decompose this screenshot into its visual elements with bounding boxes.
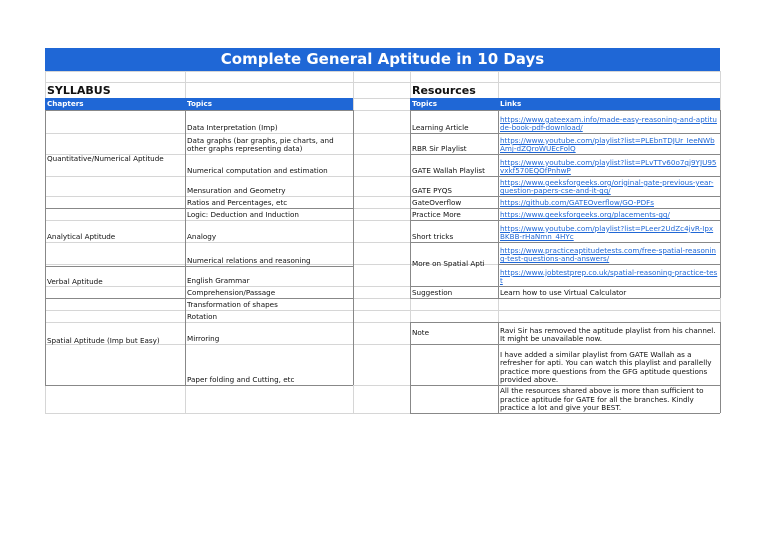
gridline xyxy=(410,413,720,414)
gridline xyxy=(45,71,720,72)
topic-cell: Data graphs (bar graphs, pie charts, and other graphs representing data) xyxy=(187,135,334,154)
resource-link[interactable] xyxy=(498,110,720,133)
chapter-cell: Verbal Aptitude xyxy=(47,276,103,286)
spatial-practice-link[interactable]: https://www.practiceaptitudetests.com/free-spatial-reasoning-test-questions-and-answers/ xyxy=(500,245,716,264)
gridline xyxy=(353,110,354,385)
topic-cell: Paper folding and Cutting, etc xyxy=(187,375,295,385)
resource-link[interactable] xyxy=(498,220,720,242)
practice-more-link[interactable]: https://www.geeksforgeeks.org/placements-gq/ xyxy=(500,210,670,220)
topic-cell: Mirroring xyxy=(187,334,220,344)
gate-pyqs-link[interactable]: https://www.geeksforgeeks.org/original-gate-previous-year-question-papers-cse-and-it-gq/ xyxy=(500,177,714,196)
resource-topic: More on Spatial Apti xyxy=(412,258,485,268)
resource-topic: GATE Wallah Playlist xyxy=(412,166,485,176)
gridline xyxy=(720,110,721,298)
note-label: Note xyxy=(412,327,430,337)
rbr-playlist-link[interactable]: https://www.youtube.com/playlist?list=PLEbnTDJUr_IeeNWbAmj-dZQroWUEcFolQ xyxy=(500,135,715,154)
note-text: All the resources shared above is more than sufficient to practice aptitude for GATE for all the branches. Kindly practice a lot and give your BEST. xyxy=(500,386,704,413)
chapter-cell: Quantitative/Numerical Aptitude xyxy=(47,153,164,163)
resource-topic: RBR Sir Playlist xyxy=(412,144,467,154)
topic-cell: Numerical computation and estimation xyxy=(187,166,328,176)
note-text: Ravi Sir has removed the aptitude playlist from his channel. It might be unavailable now. xyxy=(500,325,716,344)
gridline xyxy=(720,322,721,413)
syllabus-heading: SYLLABUS xyxy=(47,84,111,97)
resources-heading: Resources xyxy=(412,84,476,97)
resource-topic: Practice More xyxy=(412,210,461,220)
jobtestprep-link[interactable]: https://www.jobtestprep.co.uk/spatial-reasoning-practice-test xyxy=(500,267,718,286)
gate-wallah-playlist-link[interactable]: https://www.youtube.com/playlist?list=PLvTTv60o7qj9YJU95vxkf570EQOfPnhwP xyxy=(500,157,717,176)
gridline xyxy=(45,82,720,83)
topic-cell: Analogy xyxy=(187,232,217,242)
topic-cell: Data Interpretation (Imp) xyxy=(187,123,278,133)
chapters-header: Chapters xyxy=(45,98,185,110)
resource-link[interactable] xyxy=(498,208,720,220)
topic-cell: Transformation of shapes xyxy=(187,300,278,310)
note-text: I have added a similar playlist from GATE Wallah as a refresher for apti. You can watch this playlist and parallelly practice more questions from the GFG aptitude questions provided above. xyxy=(500,349,712,385)
chapter-cell: Analytical Aptitude xyxy=(47,231,116,241)
topic-cell: Comprehension/Passage xyxy=(187,288,276,298)
short-tricks-link[interactable]: https://www.youtube.com/playlist?list=PLeer2UdZc4jvR-IpxBKBB-rHaNmn_4HYc xyxy=(500,223,714,242)
suggestion-text: Learn how to use Virtual Calculator xyxy=(500,288,627,298)
resource-link[interactable] xyxy=(498,133,720,154)
links-header: Links xyxy=(498,98,720,110)
gridline xyxy=(410,298,720,299)
resource-link[interactable] xyxy=(498,264,720,286)
topic-cell: Rotation xyxy=(187,312,218,322)
topic-cell: Numerical relations and reasoning xyxy=(187,256,311,266)
page-title: Complete General Aptitude in 10 Days xyxy=(45,48,720,71)
gridline xyxy=(45,385,353,386)
resource-link[interactable] xyxy=(498,176,720,196)
resource-topic: Suggestion xyxy=(412,288,453,298)
resource-topic: Short tricks xyxy=(412,232,454,242)
chapter-cell: Spatial Aptitude (Imp but Easy) xyxy=(47,336,160,346)
learning-article-link[interactable]: https://www.gateexam.info/made-easy-reasoning-and-aptitude-book-pdf-download/ xyxy=(500,114,717,133)
resource-link[interactable] xyxy=(498,242,720,264)
resource-topics-header: Topics xyxy=(410,98,498,110)
topic-cell: Logic: Deduction and Induction xyxy=(187,210,299,220)
resource-topic: Learning Article xyxy=(412,123,469,133)
resource-topic: GATE PYQS xyxy=(412,186,452,196)
topic-cell: Mensuration and Geometry xyxy=(187,186,286,196)
resource-link[interactable] xyxy=(498,154,720,176)
topics-header: Topics xyxy=(185,98,353,110)
gateoverflow-link[interactable]: https://github.com/GATEOverflow/GO-PDFs xyxy=(500,198,655,208)
resource-link[interactable] xyxy=(498,196,720,208)
resource-topic: GateOverflow xyxy=(412,198,462,208)
topic-cell: English Grammar xyxy=(187,276,250,286)
topic-cell: Ratios and Percentages, etc xyxy=(187,198,288,208)
